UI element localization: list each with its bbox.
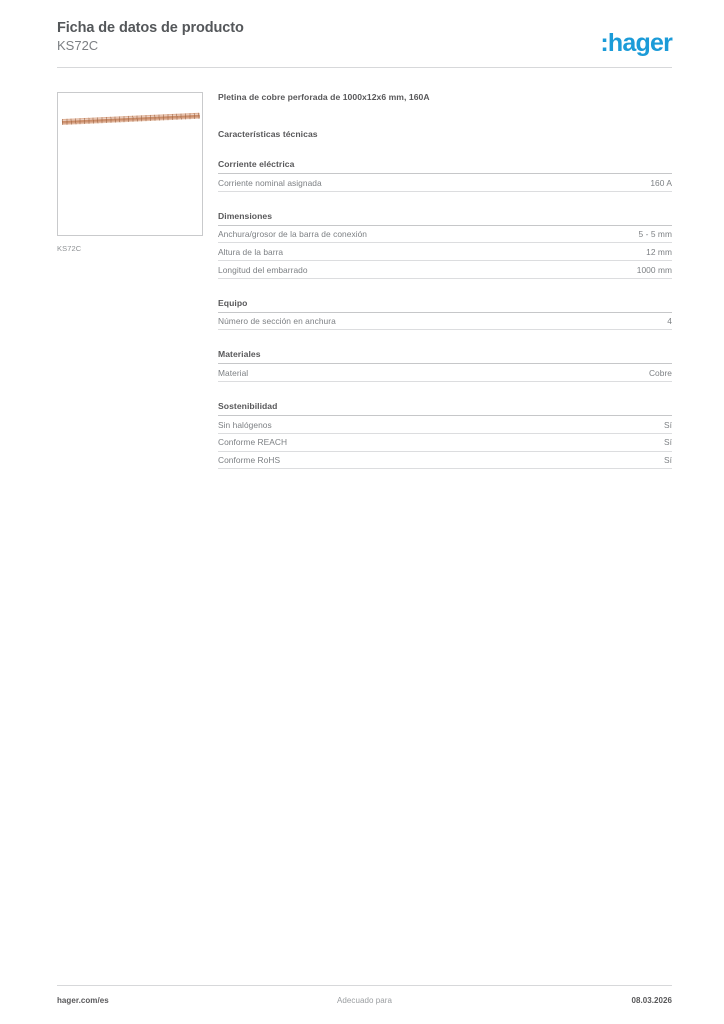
page-subtitle-product-code: KS72C xyxy=(57,38,99,53)
spec-value: Sí xyxy=(663,437,672,448)
spec-value: 1000 mm xyxy=(636,264,672,275)
footer-divider xyxy=(57,985,672,986)
specifications-panel xyxy=(218,92,672,469)
header-divider xyxy=(57,67,672,68)
spec-row xyxy=(218,226,672,244)
product-figure xyxy=(57,92,203,253)
page-title: Ficha de datos de producto xyxy=(57,20,244,36)
spec-row xyxy=(218,452,672,470)
footer-center-label: Adecuado para xyxy=(337,996,392,1005)
spec-label: Número de sección en anchura xyxy=(218,316,336,327)
spec-group-title: Dimensiones xyxy=(218,211,672,226)
spec-group xyxy=(218,159,672,192)
spec-group-title: Sostenibilidad xyxy=(218,401,672,416)
spec-label: Conforme REACH xyxy=(218,437,288,448)
copper-busbar-image xyxy=(62,113,200,125)
spec-label: Altura de la barra xyxy=(218,246,284,257)
spec-value: 160 A xyxy=(650,177,672,188)
spec-value: 5 - 5 mm xyxy=(638,229,672,240)
spec-group xyxy=(218,401,672,469)
spec-value: 4 xyxy=(667,316,672,327)
spec-label: Sin halógenos xyxy=(218,419,272,430)
footer-website-link[interactable]: hager.com/es xyxy=(57,996,109,1005)
spec-value: Cobre xyxy=(648,367,672,378)
product-image-box xyxy=(57,92,203,236)
spec-row xyxy=(218,313,672,331)
spec-row xyxy=(218,434,672,452)
spec-group-title: Materiales xyxy=(218,349,672,364)
spec-group-title: Equipo xyxy=(218,298,672,313)
spec-label: Anchura/grosor de la barra de conexión xyxy=(218,229,368,240)
product-name: Pletina de cobre perforada de 1000x12x6 mm, 160A xyxy=(218,92,430,102)
busbar-perforations xyxy=(62,113,200,125)
spec-label: Corriente nominal asignada xyxy=(218,177,322,188)
spec-label: Longitud del embarrado xyxy=(218,264,308,275)
spec-row xyxy=(218,364,672,382)
hager-logo: :hager xyxy=(600,29,672,57)
page-footer xyxy=(57,996,672,1010)
spec-label: Conforme RoHS xyxy=(218,455,281,465)
spec-row xyxy=(218,261,672,279)
footer-date: 08.03.2026 xyxy=(631,996,672,1005)
spec-group xyxy=(218,298,672,331)
spec-row xyxy=(218,243,672,261)
spec-groups-container xyxy=(218,159,672,469)
spec-row xyxy=(218,416,672,434)
spec-label: Material xyxy=(218,367,249,378)
spec-group-title: Corriente eléctrica xyxy=(218,159,672,174)
spec-value: Sí xyxy=(663,455,672,465)
page-header xyxy=(57,20,672,68)
title-block xyxy=(57,20,244,54)
figure-caption: KS72C xyxy=(57,244,82,253)
spec-group xyxy=(218,349,672,382)
spec-row xyxy=(218,174,672,192)
spec-value: 12 mm xyxy=(646,246,672,257)
specs-heading: Características técnicas xyxy=(218,129,318,139)
spec-group xyxy=(218,211,672,279)
spec-value: Sí xyxy=(663,419,672,430)
